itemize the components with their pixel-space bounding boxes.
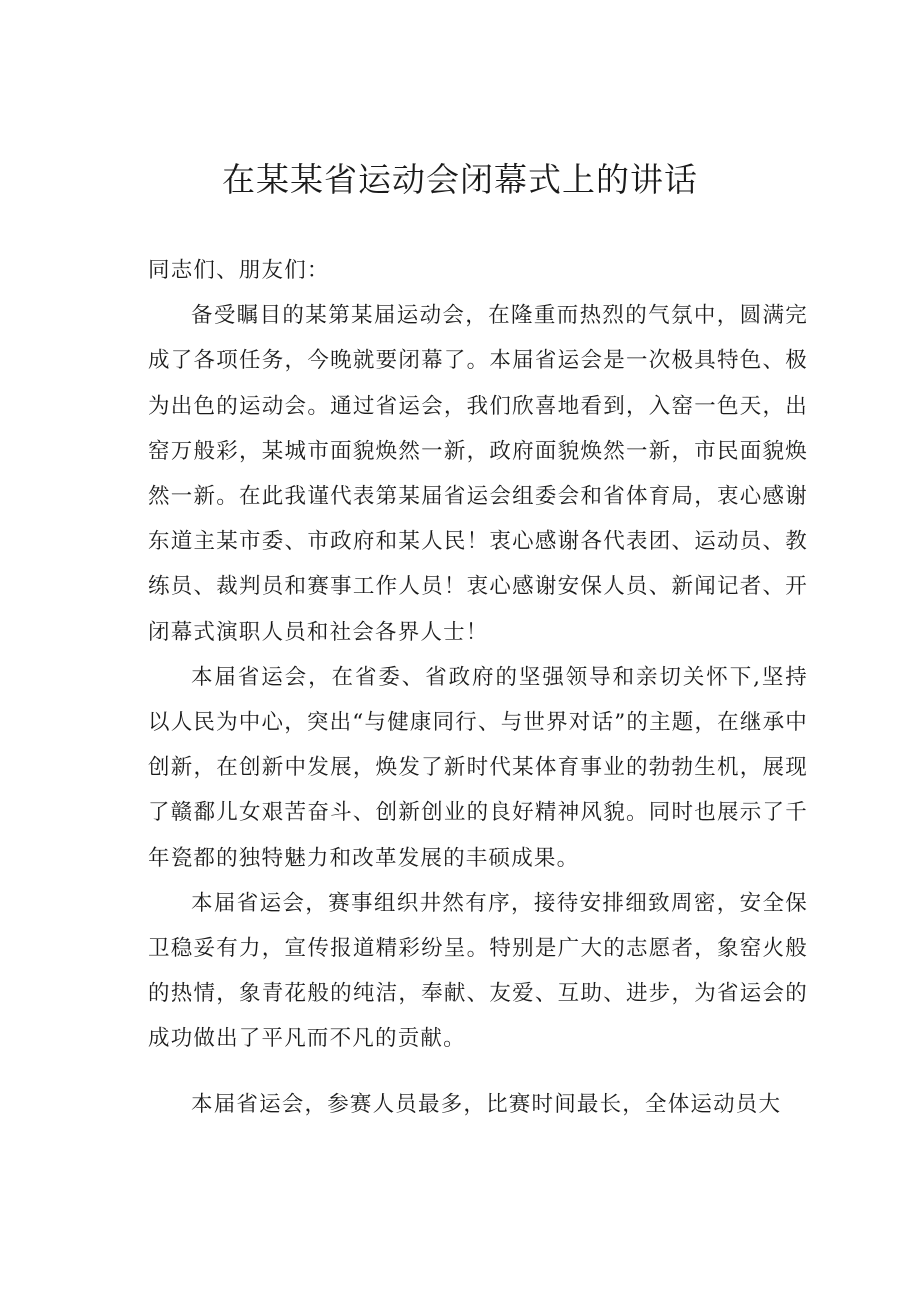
- paragraph-2: 本届省运会，在省委、省政府的坚强领导和亲切关怀下,坚持以人民为中心，突出“与健康同行、与世界对话”的主题，在继承中创新，在创新中发展，焕发了新时代某体育事业的勃勃生机，展现了赣鄱儿女艰苦奋斗、创新创业的良好精神风貌。同时也展示了千年瓷都的独特魅力和改革发展的丰硕成果。: [148, 664, 808, 871]
- paragraph-4: 本届省运会，参赛人员最多，比赛时间最长，全体运动员大: [191, 1091, 782, 1117]
- document-title: 在某某省运动会闭幕式上的讲话: [222, 160, 698, 199]
- salutation: 同志们、朋友们：: [148, 258, 330, 283]
- document-body: [148, 248, 808, 1127]
- paragraph-1: 备受瞩目的某第某届运动会，在隆重而热烈的气氛中，圆满完成了各项任务，今晚就要闭幕了。本届省运会是一次极具特色、极为出色的运动会。通过省运会，我们欣喜地看到，入窑一色天，出窑万般彩，某城市面貌焕然一新，政府面貌焕然一新，市民面貌焕然一新。在此我谨代表第某届省运会组委会和省体育局，衷心感谢东道主某市委、市政府和某人民！衷心感谢各代表团、运动员、教练员、裁判员和赛事工作人员！衷心感谢安保人员、新闻记者、开闭幕式演职人员和社会各界人士！: [148, 303, 808, 645]
- paragraph-3: 本届省运会，赛事组织井然有序，接待安排细致周密，安全保卫稳妥有力，宣传报道精彩纷呈。特别是广大的志愿者，象窑火般的热情，象青花般的纯洁，奉献、友爱、互助、进步，为省运会的成功做出了平凡而不凡的贡献。: [148, 890, 808, 1052]
